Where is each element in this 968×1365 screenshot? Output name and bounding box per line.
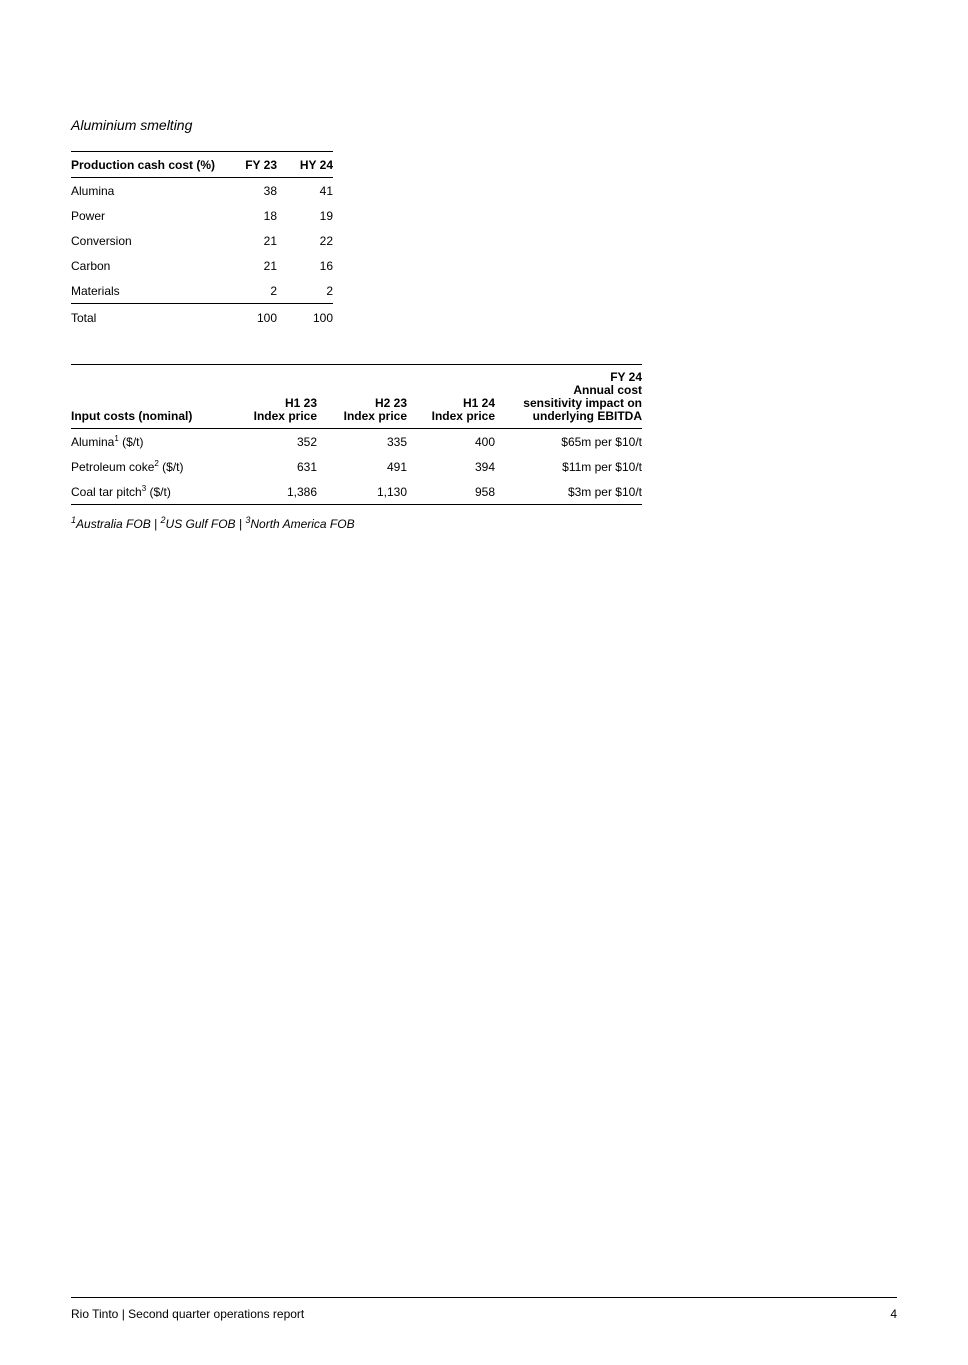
footnote-text: US Gulf FOB <box>165 517 236 531</box>
cell-hy24: 19 <box>319 209 333 223</box>
footer-report-title: Rio Tinto | Second quarter operations report <box>71 1307 305 1321</box>
table-row <box>71 454 642 479</box>
page-number: 4 <box>890 1307 897 1321</box>
header-line: H2 23 <box>374 396 407 410</box>
row-unit: ($/t) <box>146 485 171 499</box>
table-header-row <box>71 152 333 178</box>
cell-fy23: 38 <box>263 184 277 198</box>
footnote-marker: 1 <box>114 434 119 443</box>
header-line: Index price <box>253 409 317 423</box>
cell-sensitivity: $11m per $10/t <box>562 460 642 474</box>
cell-sensitivity: $65m per $10/t <box>561 435 642 449</box>
cell-label: Total <box>71 311 97 325</box>
cell-h1-24: 958 <box>407 479 495 505</box>
row-name: Petroleum coke <box>71 460 155 474</box>
cell-hy24: 41 <box>319 184 333 198</box>
table-total-row <box>71 304 333 331</box>
header-line: sensitivity impact on <box>523 396 642 410</box>
cell-fy23: 2 <box>223 278 277 304</box>
table-row <box>71 228 333 253</box>
cell-fy23: 100 <box>256 311 277 325</box>
table-row <box>71 429 642 455</box>
cell-sensitivity: $3m per $10/t <box>495 479 642 505</box>
row-unit: ($/t) <box>118 435 144 449</box>
header-line: Index price <box>343 409 407 423</box>
page-footer <box>71 1297 897 1321</box>
row-name: Alumina <box>71 435 115 449</box>
header-line: Annual cost <box>573 383 642 397</box>
cell-label: Materials <box>71 278 223 304</box>
page-title: Aluminium smelting <box>71 117 193 133</box>
cell-h1-23: 631 <box>296 460 317 474</box>
cell-label <box>71 454 239 479</box>
cell-h1-23: 352 <box>296 435 317 449</box>
production-cash-cost-table <box>71 151 333 330</box>
cell-fy23: 18 <box>263 209 277 223</box>
footnote-marker: 2 <box>160 515 166 525</box>
table-row <box>71 253 333 278</box>
cell-h2-23: 491 <box>386 460 407 474</box>
footnote-marker: 3 <box>141 484 147 493</box>
cell-hy24: 2 <box>277 278 333 304</box>
col-header-h1-24 <box>407 365 495 429</box>
col-header-h1-23 <box>239 365 317 429</box>
table-row <box>71 278 333 304</box>
header-line: FY 24 <box>610 370 642 384</box>
header-line: H1 24 <box>462 396 495 410</box>
col-header-h2-23 <box>317 365 407 429</box>
footnote-marker: 1 <box>71 515 77 525</box>
footnote-marker: 3 <box>245 515 251 525</box>
footnote-marker: 2 <box>154 459 159 468</box>
footnote-text: Australia FOB <box>76 517 151 531</box>
cell-h1-24: 394 <box>474 460 495 474</box>
col-header-fy23: FY 23 <box>223 152 277 178</box>
footnote-text: North America FOB <box>250 517 355 531</box>
cell-label: Power <box>71 209 106 223</box>
header-line: H1 23 <box>284 396 317 410</box>
footnote-separator: | <box>235 517 246 531</box>
header-line: underlying EBITDA <box>532 409 642 423</box>
cell-label: Alumina <box>71 184 115 198</box>
cell-h2-23: 1,130 <box>317 479 407 505</box>
cell-label <box>71 479 239 505</box>
cell-label: Conversion <box>71 234 132 248</box>
cell-h1-23: 1,386 <box>239 479 317 505</box>
cell-hy24: 16 <box>319 259 333 273</box>
row-name: Coal tar pitch <box>71 485 142 499</box>
col-header-input-costs: Input costs (nominal) <box>71 365 239 429</box>
col-header-hy24: HY 24 <box>277 152 333 178</box>
cell-label <box>71 429 239 455</box>
table-row <box>71 178 333 204</box>
cell-hy24: 100 <box>312 311 333 325</box>
cell-fy23: 21 <box>263 234 277 248</box>
header-line: Index price <box>431 409 495 423</box>
footnote-separator: | <box>150 517 161 531</box>
table-row <box>71 479 642 505</box>
table-header-row <box>71 365 642 429</box>
row-unit: ($/t) <box>158 460 184 474</box>
cell-hy24: 22 <box>319 234 333 248</box>
cell-h1-24: 400 <box>474 435 495 449</box>
col-header-fy24-sensitivity <box>495 365 642 429</box>
footnote <box>71 517 355 531</box>
cell-fy23: 21 <box>263 259 277 273</box>
col-header-label: Production cash cost (%) <box>71 152 223 178</box>
cell-h2-23: 335 <box>386 435 407 449</box>
input-costs-table <box>71 364 642 505</box>
table-row <box>71 203 333 228</box>
cell-label: Carbon <box>71 259 111 273</box>
